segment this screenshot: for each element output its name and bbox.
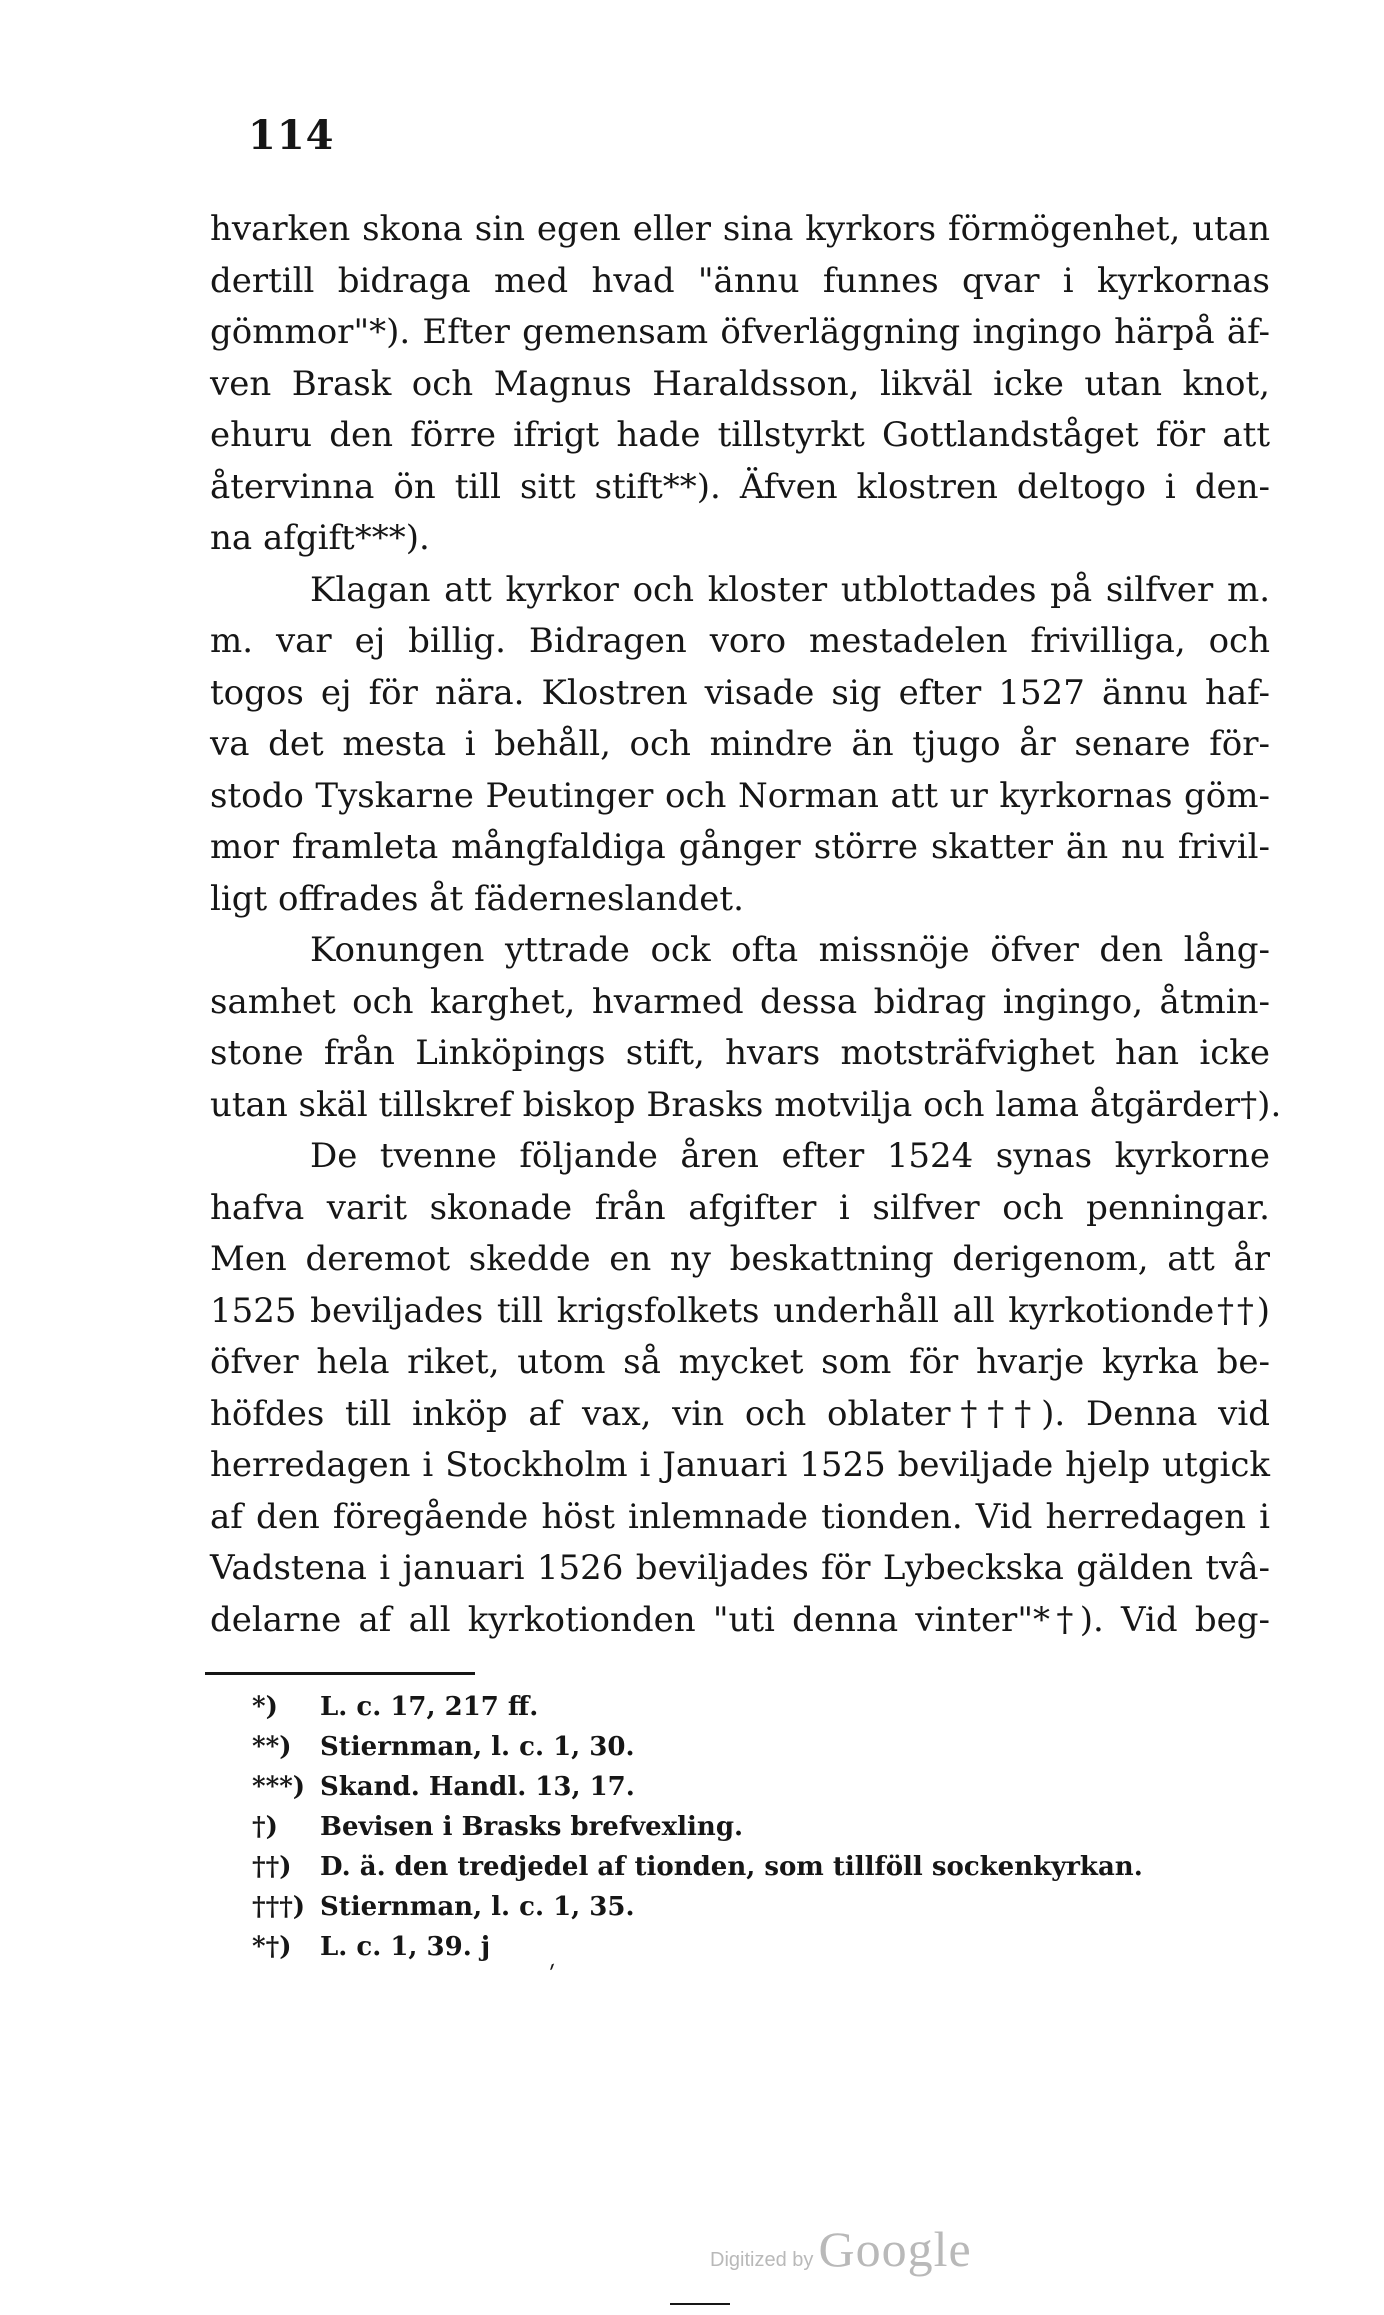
body-line: delarne af all kyrkotionden "uti denna vinter"*†). Vid beg-	[210, 1599, 1270, 1640]
body-line: Vadstena i januari 1526 beviljades för Lybeckska gälden tvâ-	[210, 1548, 1270, 1588]
digitization-watermark	[710, 2220, 972, 2278]
body-line: De tvenne följande åren efter 1524 synas kyrkorne	[310, 1136, 1270, 1176]
bottom-edge-mark	[670, 2303, 730, 2305]
body-line: utan skäl tillskref biskop Brasks motvilja och lama åtgärder†).	[210, 1084, 1282, 1125]
body-line: återvinna ön till sitt stift**). Äfven klostren deltogo i den-	[210, 466, 1270, 507]
footnote-text: Stiernman, l. c. 1, 35.	[320, 1892, 635, 1922]
footnote	[252, 1847, 1252, 1887]
footnote-marker: ††)	[252, 1852, 292, 1882]
body-line: Klagan att kyrkor och kloster utblottades på silfver m.	[310, 569, 1270, 610]
body-line: Konungen yttrade ock ofta missnöje öfver den lång-	[310, 930, 1270, 970]
footnote-text: L. c. 1, 39. j	[320, 1932, 491, 1962]
footnote-text: D. ä. den tredjedel af tionden, som tillföll sockenkyrkan.	[320, 1852, 1143, 1882]
body-line: hvarken skona sin egen eller sina kyrkors förmögenhet, utan	[210, 209, 1270, 249]
body-line: af den föregående höst inlemnade tionden. Vid herredagen i	[210, 1496, 1270, 1537]
body-line: stodo Tyskarne Peutinger och Norman att ur kyrkornas göm-	[210, 775, 1270, 816]
footnote	[252, 1767, 1252, 1807]
footnote-divider	[205, 1672, 475, 1675]
body-line: m. var ej billig. Bidragen voro mestadelen frivilliga, och	[210, 621, 1270, 661]
footnote	[252, 1807, 1252, 1847]
footnote-marker: *)	[252, 1692, 278, 1722]
body-line: na afgift***).	[210, 518, 430, 558]
body-line: gömmor"*). Efter gemensam öfverläggning ingingo härpå äf-	[210, 312, 1270, 352]
body-line: ven Brask och Magnus Haraldsson, likväl icke utan knot,	[210, 363, 1270, 404]
body-line: togos ej för nära. Klostren visade sig efter 1527 ännu haf-	[210, 672, 1270, 713]
footnote-text: Bevisen i Brasks brefvexling.	[320, 1812, 744, 1842]
page-number: 114	[248, 112, 335, 159]
footnote	[252, 1727, 1252, 1767]
body-line: mor framleta mångfaldiga gånger större skatter än nu frivil-	[210, 827, 1270, 867]
body-line: öfver hela riket, utom så mycket som för hvarje kyrka be-	[210, 1342, 1270, 1382]
footnote-marker: *†)	[252, 1932, 292, 1962]
watermark-prefix: Digitized by	[710, 2249, 814, 2271]
body-line: hafva varit skonade från afgifter i silfver och penningar.	[210, 1187, 1270, 1228]
google-logo: Google	[818, 2221, 972, 2277]
body-line: ligt offrades åt fäderneslandet.	[210, 878, 744, 919]
body-line: 1525 beviljades till krigsfolkets underhåll all kyrkotionde††)	[210, 1290, 1270, 1331]
body-line: samhet och karghet, hvarmed dessa bidrag ingingo, åtmin-	[210, 981, 1270, 1022]
body-line: dertill bidraga med hvad "ännu funnes qvar i kyrkornas	[210, 260, 1270, 301]
body-line: herredagen i Stockholm i Januari 1525 beviljade hjelp utgick	[210, 1445, 1270, 1485]
footnote	[252, 1927, 1252, 1967]
footnote-marker: †††)	[252, 1892, 306, 1922]
footnote-marker: †)	[252, 1812, 278, 1842]
footnote-text: Skand. Handl. 13, 17.	[320, 1772, 635, 1802]
body-text	[210, 204, 1282, 1646]
body-line: Men deremot skedde en ny beskattning derigenom, att år	[210, 1239, 1270, 1279]
footnote-marker: **)	[252, 1732, 292, 1762]
body-line: ehuru den förre ifrigt hade tillstyrkt Gottlandståget för att	[210, 415, 1270, 455]
footnote	[252, 1687, 1252, 1727]
body-line: stone från Linköpings stift, hvars motsträfvighet han icke	[210, 1033, 1270, 1073]
footnote-text: L. c. 17, 217 ff.	[320, 1692, 539, 1722]
body-line: höfdes till inköp af vax, vin och oblater†††). Denna vid	[210, 1393, 1270, 1434]
stray-pen-mark: ´	[543, 1960, 566, 1994]
body-line: va det mesta i behåll, och mindre än tjugo år senare för-	[210, 724, 1270, 764]
footnote-marker: ***)	[252, 1772, 306, 1802]
footnote	[252, 1887, 1252, 1927]
footnote-text: Stiernman, l. c. 1, 30.	[320, 1732, 635, 1762]
footnotes	[252, 1687, 1252, 1967]
